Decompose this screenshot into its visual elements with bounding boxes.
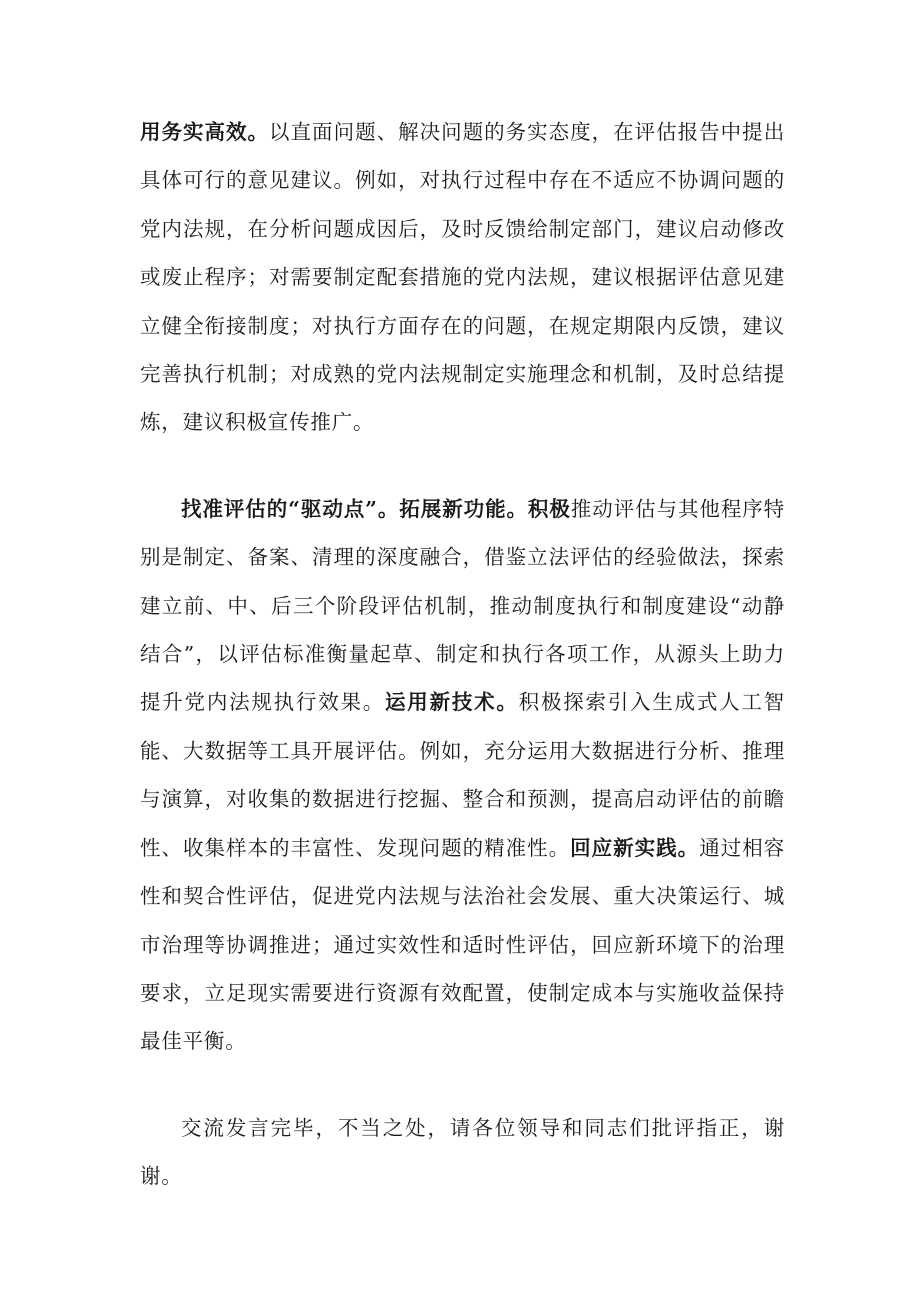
bold-heading-text: 用务实高效。: [140, 120, 270, 144]
bold-heading-text: 回应新实践。: [570, 835, 700, 860]
document-page: [140, 108, 785, 1201]
paragraph: [140, 108, 785, 447]
body-text: 推动评估与其他程序特别是制定、备案、清理的深度融合，借鉴立法评估的经验做法，探索建立前、中、后三个阶段评估机制，推动制度执行和制度建设“动静结合”，以评估标准衡量起草、制定和执行各项工作，从源头上助力提升党内法规执行效果。: [140, 496, 785, 715]
body-text: 积极探索引入生成式人工智能、大数据等工具开展评估。例如，充分运用大数据进行分析、推理与演算，对收集的数据进行挖掘、整合和预测，提高启动评估的前瞻性、收集样本的丰富性、发现问题的精准性。: [140, 690, 785, 860]
body-text: 以直面问题、解决问题的务实态度，在评估报告中提出具体可行的意见建议。例如，对执行过程中存在不适应不协调问题的党内法规，在分析问题成因后，及时反馈给制定部门，建议启动修改或废止程序；对需要制定配套措施的党内法规，建议根据评估意见建立健全衔接制度；对执行方面存在的问题，在规定期限内反馈，建议完善执行机制；对成熟的党内法规制定实施理念和机制，及时总结提炼，建议积极宣传推广。: [140, 120, 785, 435]
bold-heading-text: 运用新技术。: [385, 690, 519, 715]
paragraph: [140, 485, 785, 1066]
paragraph: [140, 1104, 785, 1201]
bold-heading-text: 找准评估的“驱动点”。拓展新功能。积极: [181, 496, 571, 521]
body-text: 通过相容性和契合性评估，促进党内法规与法治社会发展、重大决策运行、城市治理等协调推进；通过实效性和适时性评估，回应新环境下的治理要求，立足现实需要进行资源有效配置，使制定成本与实施收益保持最佳平衡。: [140, 835, 786, 1054]
body-text: 交流发言完毕，不当之处，请各位领导和同志们批评指正，谢谢。: [140, 1115, 785, 1189]
